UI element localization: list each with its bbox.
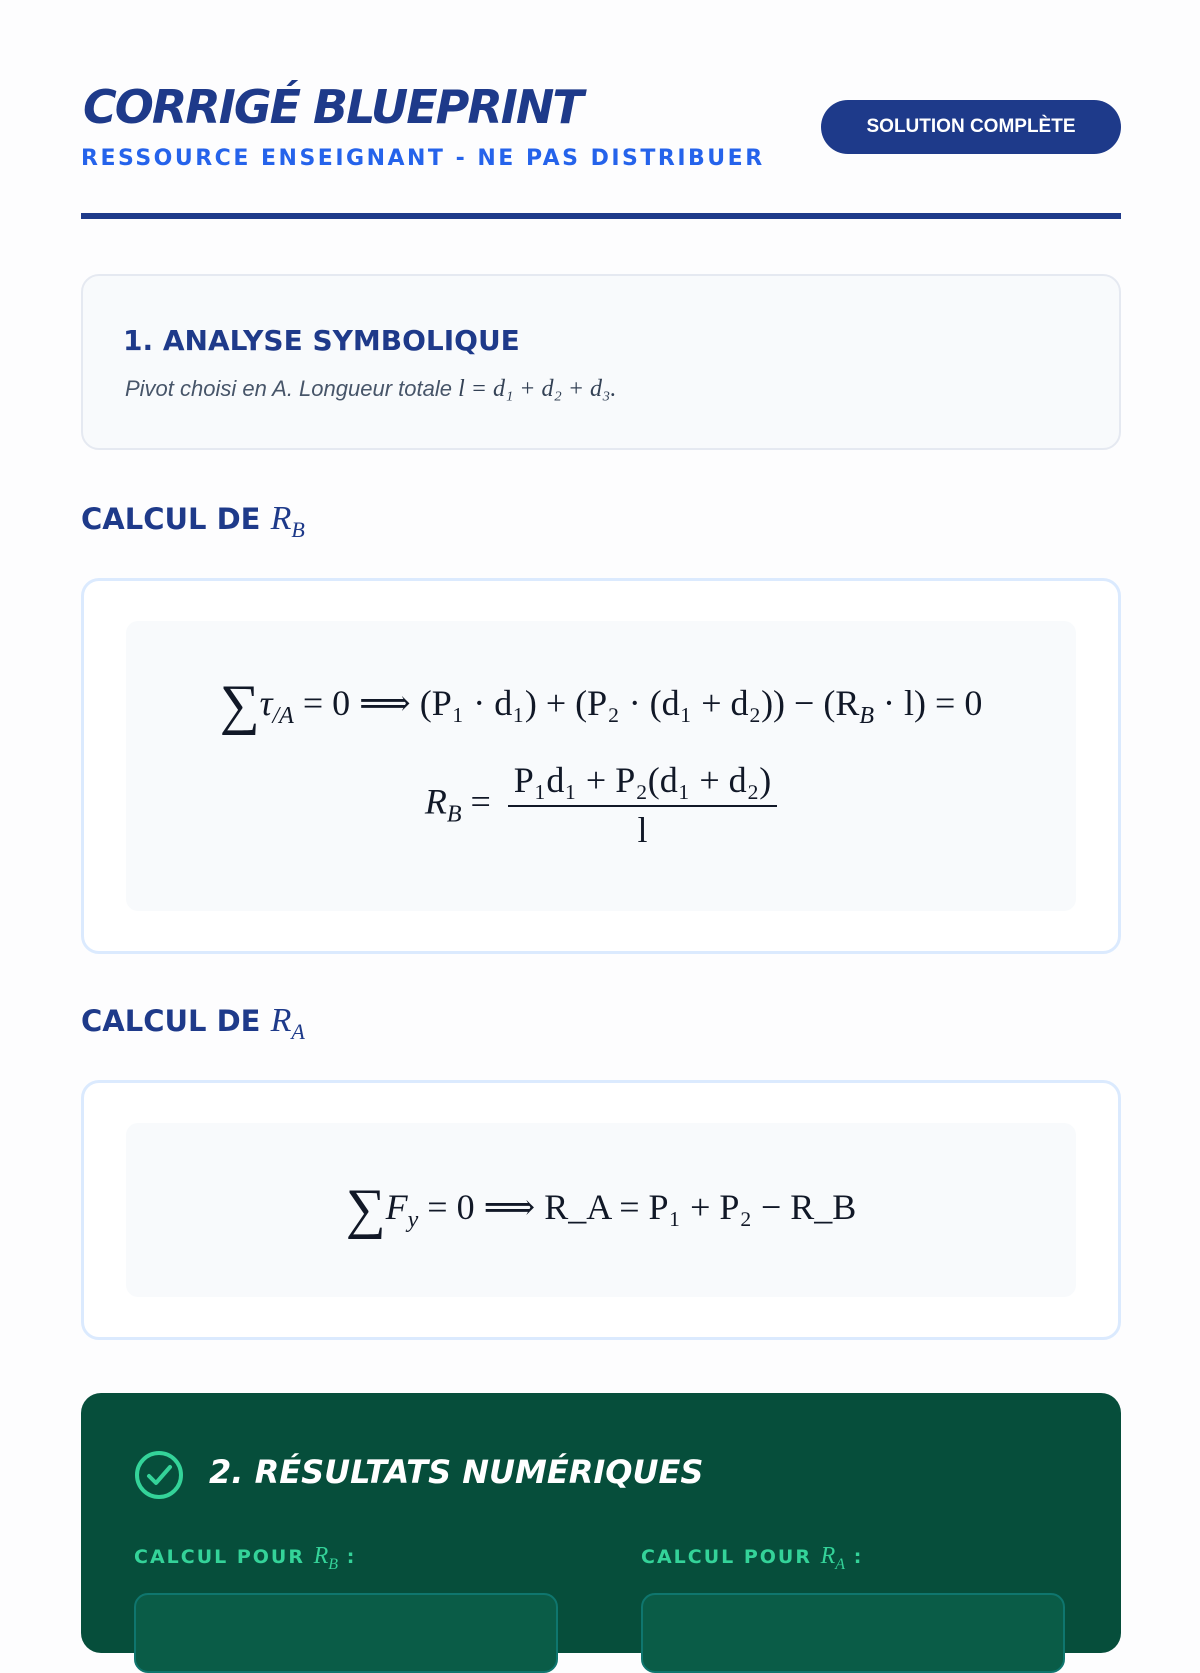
eq2-lhs: R bbox=[424, 781, 447, 822]
header bbox=[81, 80, 1121, 220]
results-title: 2. RÉSULTATS NUMÉRIQUES bbox=[209, 1453, 704, 1491]
calc-rb-card bbox=[81, 578, 1121, 954]
sum-symbol: ∑ bbox=[219, 674, 260, 736]
calc-ra-card bbox=[81, 1080, 1121, 1340]
calc-rb-equation-2: $R_B$ = $\frac{\text{P₁d₁ + P₂(d₁ + d₂)}}{l}$ bbox=[126, 759, 1076, 851]
result-ra-label: CALCUL POUR $R_A$ : bbox=[641, 1543, 864, 1573]
calc-ra-equation-box bbox=[126, 1123, 1076, 1297]
ra-eq-body: = 0 ⟹ R_A = P₁ + P₂ − R_B bbox=[427, 1187, 857, 1227]
calc-rb-label: CALCUL DE bbox=[81, 502, 261, 536]
analyse-section bbox=[81, 274, 1121, 450]
eq1-body: = 0 ⟹ (P₁ · d₁) + (P₂ · (d₁ + d₂)) − (R bbox=[302, 683, 860, 723]
analyse-formula: l = d₁ + d₂ + d₃. bbox=[458, 376, 617, 402]
result-ra-box bbox=[641, 1593, 1065, 1673]
analyse-text-label: Pivot choisi en A. Longueur totale bbox=[125, 376, 452, 401]
eq2-numerator: P₁d₁ + P₂(d₁ + d₂) bbox=[508, 759, 777, 807]
sum-symbol: ∑ bbox=[345, 1178, 386, 1240]
calc-ra-label: CALCUL DE bbox=[81, 1004, 261, 1038]
check-circle-icon bbox=[133, 1449, 185, 1501]
eq2-fraction bbox=[508, 759, 777, 851]
analyse-title: 1. ANALYSE SYMBOLIQUE bbox=[123, 324, 520, 357]
header-divider bbox=[81, 213, 1121, 219]
page-subtitle: RESSOURCE ENSEIGNANT - NE PAS DISTRIBUER bbox=[81, 146, 765, 171]
calc-ra-equation: $\sum F_y = 0$ ⟹ R_A = P₁ + P₂ − R_B bbox=[345, 1178, 857, 1240]
calc-rb-symbol: $R_B$ bbox=[270, 500, 305, 542]
calc-ra-symbol: $R_A$ bbox=[270, 1002, 305, 1044]
calc-rb-equation-1: $\sum\tau_{/A} = 0$ ⟹ $(P_1 \cdot d_1) + (P_2 \cdot (d_1 + d_2)) - (R_B \cdot l) = 0$ bbox=[219, 674, 983, 736]
eq1-tail: · l) = 0 bbox=[874, 683, 983, 723]
result-rb-label: CALCUL POUR $R_B$ : bbox=[134, 1543, 357, 1573]
page-title: CORRIGÉ BLUEPRINT bbox=[83, 80, 582, 134]
eq2-denominator: l bbox=[637, 810, 648, 850]
result-rb-box bbox=[134, 1593, 558, 1673]
analyse-text bbox=[125, 376, 616, 403]
calc-ra-heading bbox=[81, 1002, 305, 1045]
calc-rb-equation-box bbox=[126, 621, 1076, 911]
solution-complete-badge[interactable]: SOLUTION COMPLÈTE bbox=[821, 100, 1121, 154]
results-section bbox=[81, 1393, 1121, 1653]
calc-rb-heading bbox=[81, 500, 305, 543]
